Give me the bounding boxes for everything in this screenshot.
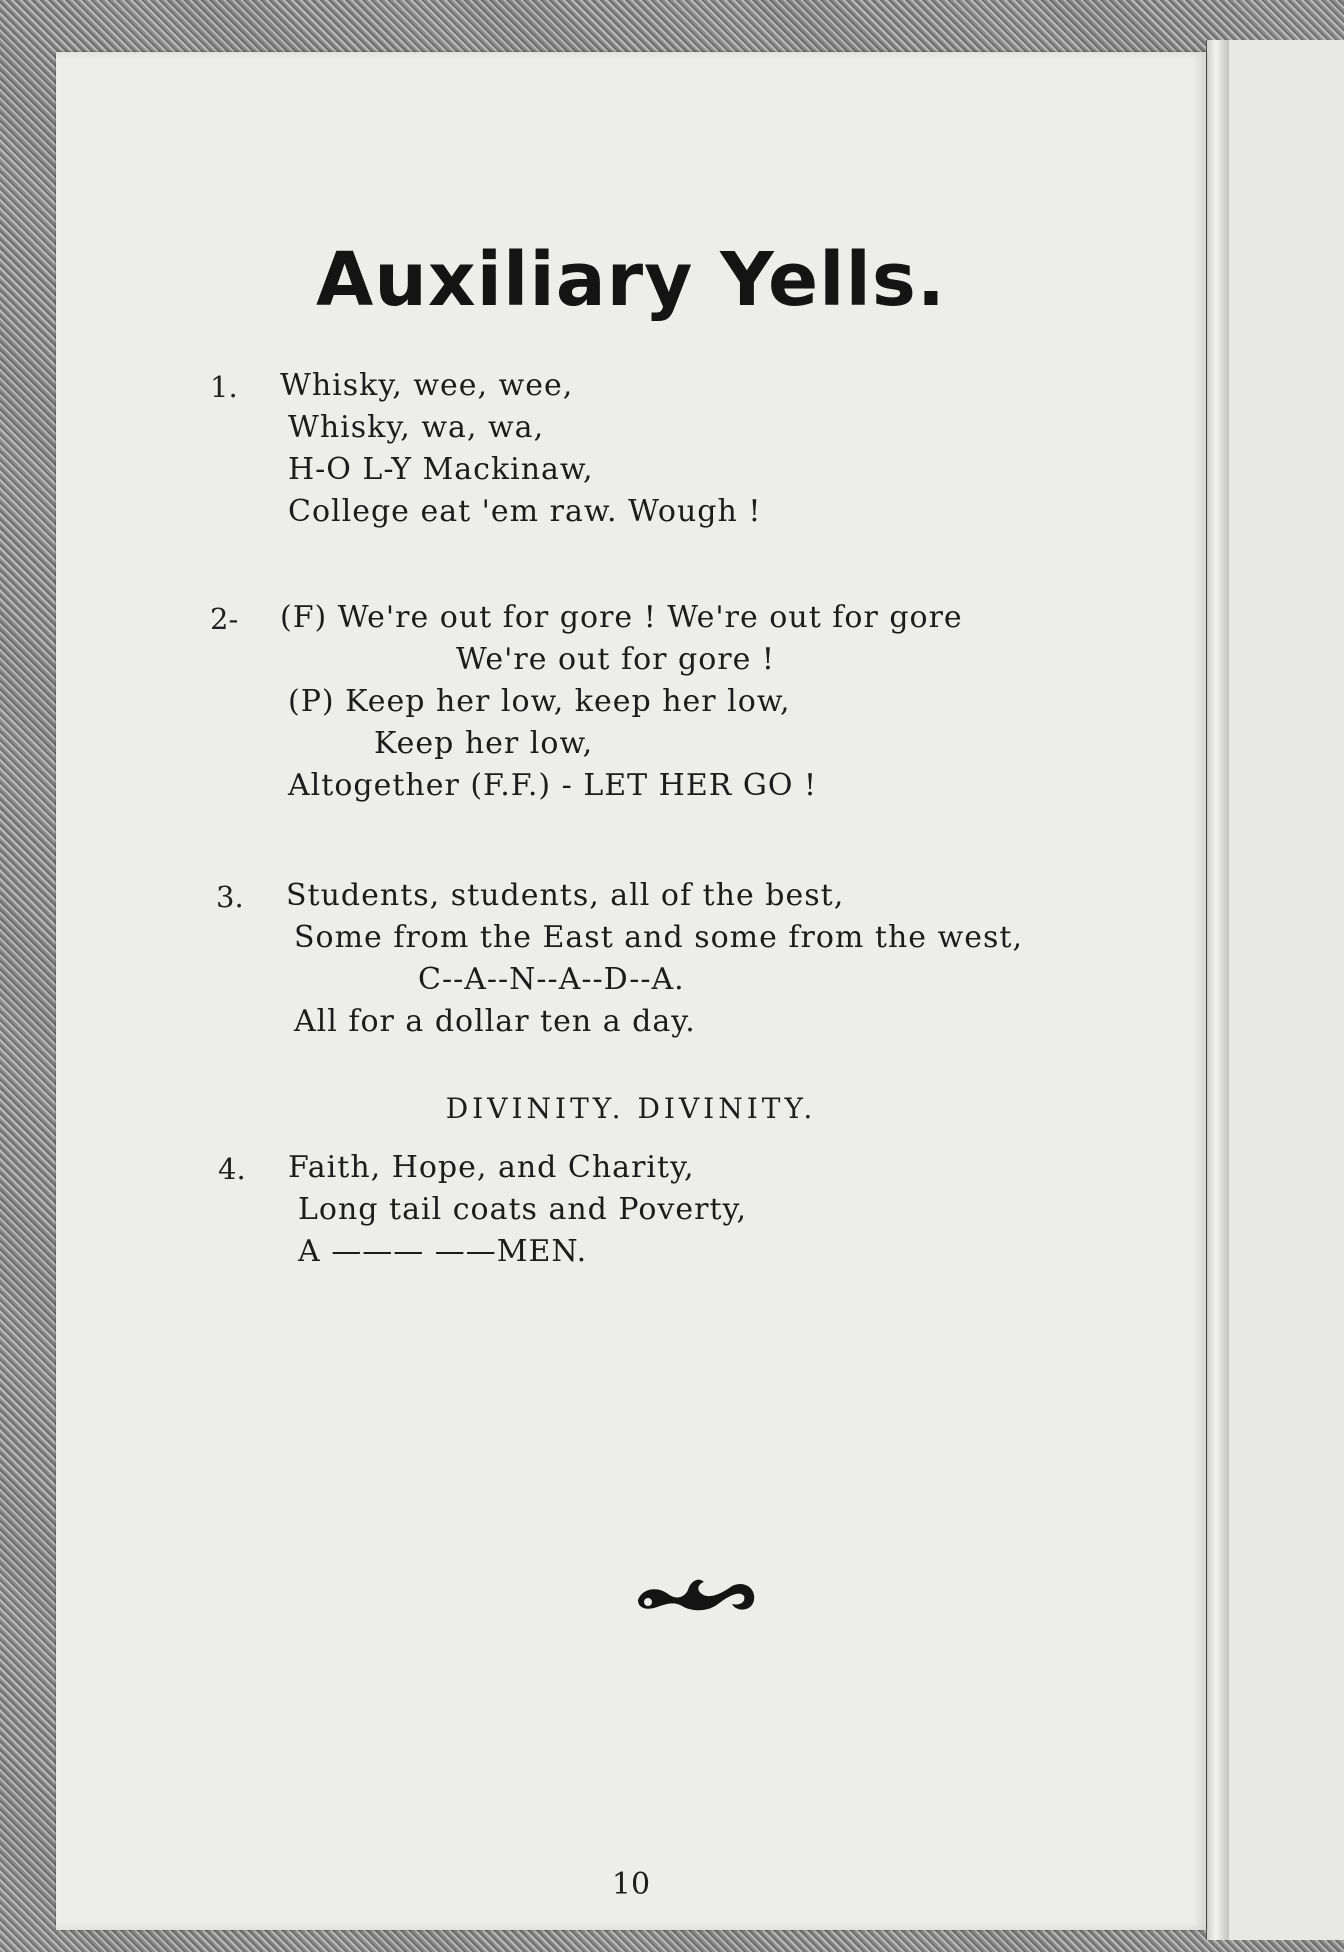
yell-line: (P) Keep her low, keep her low, [288, 684, 791, 719]
yell-line: Keep her low, [374, 726, 594, 761]
yell-number: 4. [218, 1152, 246, 1186]
yell-line: Whisky, wa, wa, [288, 410, 545, 445]
yell-line: H-O L-Y Mackinaw, [288, 452, 594, 487]
yell-line: Students, students, all of the best, [286, 878, 845, 913]
yell-line: A ——— ——MEN. [298, 1234, 588, 1269]
fleuron-ornament-icon [632, 1562, 762, 1622]
yell-line: Some from the East and some from the west, [294, 920, 1023, 955]
yell-number: 2- [210, 602, 239, 636]
yell-line: (F) We're out for gore ! We're out for gore [280, 600, 963, 635]
yell-line: Long tail coats and Poverty, [298, 1192, 748, 1227]
yell-line: College eat 'em raw. Wough ! [288, 494, 762, 529]
yell-line: Altogether (F.F.) - LET HER GO ! [288, 768, 818, 803]
adjacent-page-edge [1228, 40, 1344, 1940]
yell-number: 1. [210, 370, 238, 404]
yell-line: Faith, Hope, and Charity, [288, 1150, 695, 1185]
yell-line: All for a dollar ten a day. [294, 1004, 696, 1039]
book-spine-gutter [1206, 40, 1229, 1940]
yell-line: C--A--N--A--D--A. [418, 962, 685, 997]
book-page [56, 52, 1206, 1930]
page-number: 10 [611, 1867, 651, 1902]
yell-number: 3. [216, 880, 244, 914]
yell-line: Whisky, wee, wee, [280, 368, 574, 403]
section-heading: DIVINITY. DIVINITY. [445, 1092, 817, 1125]
page-title: Auxiliary Yells. [315, 237, 947, 323]
yell-line: We're out for gore ! [456, 642, 775, 677]
